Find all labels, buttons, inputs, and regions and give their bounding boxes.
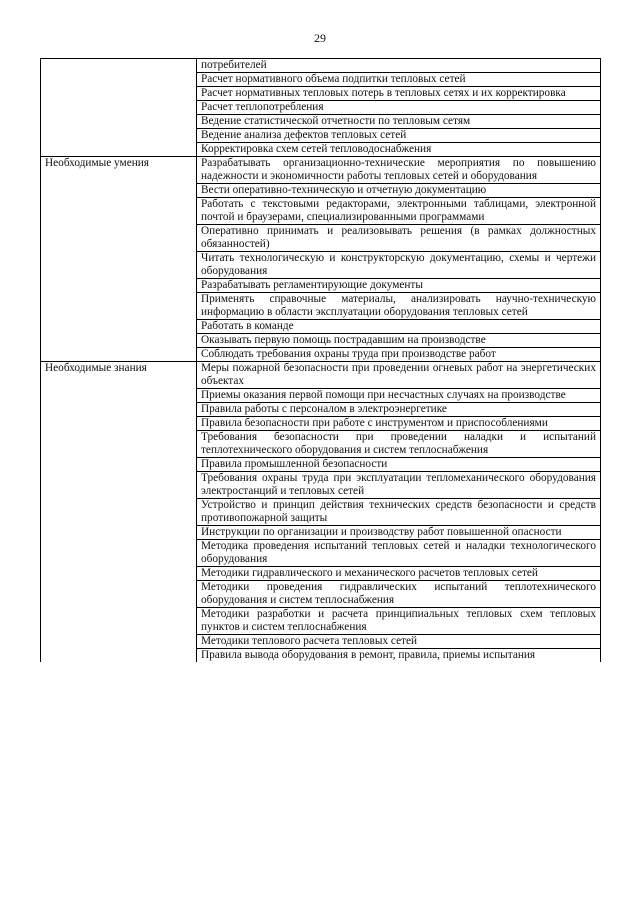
table-body	[41, 59, 601, 663]
requirement-item: Расчет нормативного объема подпитки тепловых сетей	[197, 73, 601, 87]
requirement-item: Правила безопасности при работе с инструментом и приспособлениями	[197, 417, 601, 431]
requirement-item: Читать технологическую и конструкторскую документацию, схемы и чертежи оборудования	[197, 252, 601, 279]
requirement-item: Требования безопасности при проведении наладки и испытаний теплотехнического оборудования и систем теплоснабжения	[197, 431, 601, 458]
requirement-item: Разрабатывать организационно-технические мероприятия по повышению надежности и экономичности работы тепловых сетей и оборудования	[197, 157, 601, 184]
requirement-item: Оказывать первую помощь пострадавшим на производстве	[197, 334, 601, 348]
requirement-item: Правила промышленной безопасности	[197, 458, 601, 472]
requirement-item: Ведение анализа дефектов тепловых сетей	[197, 129, 601, 143]
requirement-item: Расчет теплопотребления	[197, 101, 601, 115]
table-row	[41, 59, 601, 73]
requirement-item: Применять справочные материалы, анализировать научно-техническую информацию в области эксплуатации оборудования тепловых сетей	[197, 293, 601, 320]
requirement-item: Ведение статистической отчетности по тепловым сетям	[197, 115, 601, 129]
requirement-item: Методики проведения гидравлических испытаний теплотехнического оборудования и систем теплоснабжения	[197, 581, 601, 608]
requirement-item: Корректировка схем сетей тепловодоснабжения	[197, 143, 601, 157]
requirement-item: Инструкции по организации и производству работ повышенной опасности	[197, 526, 601, 540]
requirement-item: Работать в команде	[197, 320, 601, 334]
requirement-item: потребителей	[197, 59, 601, 73]
requirement-item: Соблюдать требования охраны труда при производстве работ	[197, 348, 601, 362]
requirement-item: Правила работы с персоналом в электроэнергетике	[197, 403, 601, 417]
requirement-item: Расчет нормативных тепловых потерь в тепловых сетях и их корректировка	[197, 87, 601, 101]
requirement-item: Методика проведения испытаний тепловых сетей и наладки технологического оборудования	[197, 540, 601, 567]
requirement-item: Методики теплового расчета тепловых сетей	[197, 635, 601, 649]
category-label: Необходимые умения	[41, 157, 197, 362]
table-row	[41, 362, 601, 389]
requirement-item: Устройство и принцип действия технических средств безопасности и средств противопожарной защиты	[197, 499, 601, 526]
requirement-item: Методики гидравлического и механического расчетов тепловых сетей	[197, 567, 601, 581]
requirement-item: Требования охраны труда при эксплуатации тепломеханического оборудования электростанций и тепловых сетей	[197, 472, 601, 499]
category-label	[41, 59, 197, 157]
requirement-item: Методики разработки и расчета принципиальных тепловых схем тепловых пунктов и систем теплоснабжения	[197, 608, 601, 635]
requirement-item: Работать с текстовыми редакторами, электронными таблицами, электронной почтой и браузерами, специализированными программами	[197, 198, 601, 225]
page-number: 29	[314, 31, 326, 45]
requirement-item: Правила вывода оборудования в ремонт, правила, приемы испытания	[197, 649, 601, 663]
requirement-item: Приемы оказания первой помощи при несчастных случаях на производстве	[197, 389, 601, 403]
category-label: Необходимые знания	[41, 362, 197, 663]
requirement-item: Оперативно принимать и реализовывать решения (в рамках должностных обязанностей)	[197, 225, 601, 252]
table-row	[41, 157, 601, 184]
requirement-item: Разрабатывать регламентирующие документы	[197, 279, 601, 293]
requirement-item: Меры пожарной безопасности при проведении огневых работ на энергетических объектах	[197, 362, 601, 389]
requirements-table	[40, 58, 601, 662]
requirement-item: Вести оперативно-техническую и отчетную документацию	[197, 184, 601, 198]
